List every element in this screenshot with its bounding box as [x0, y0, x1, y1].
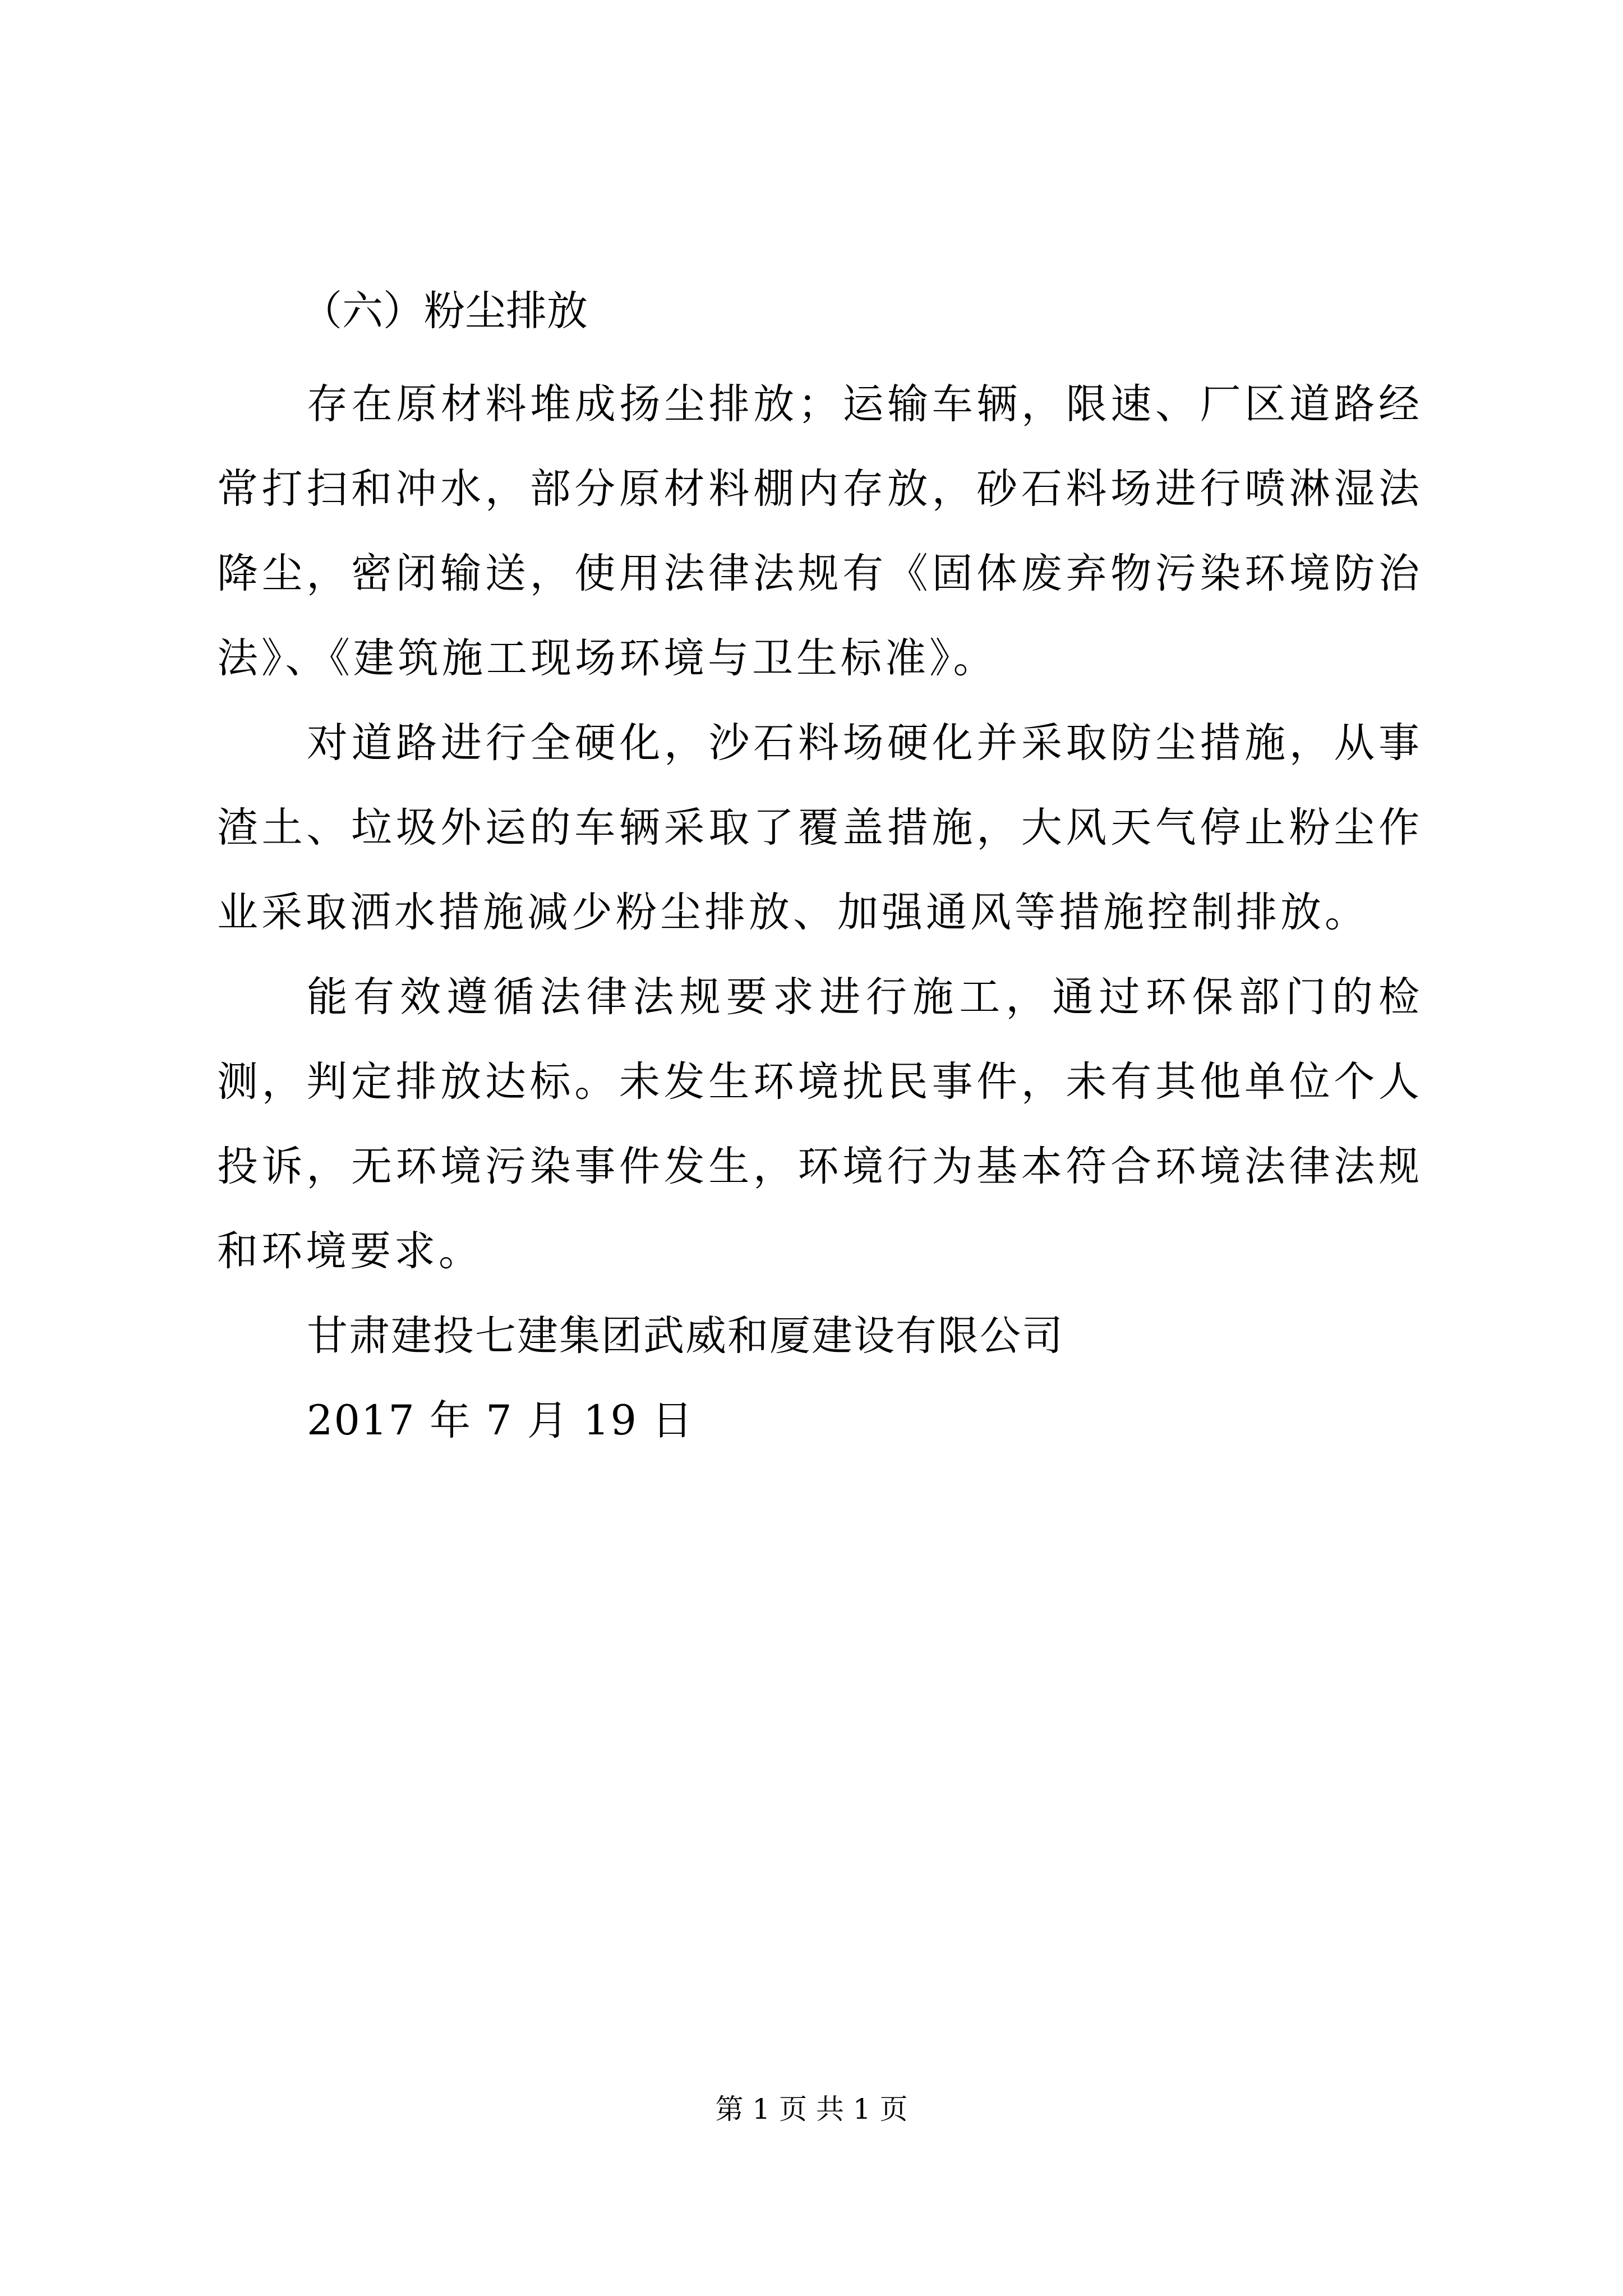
section-heading: （六）粉尘排放 [301, 287, 588, 335]
company-signature: 甘肃建投七建集团武威和厦建设有限公司 [307, 1312, 1064, 1360]
page-footer: 第 1 页 共 1 页 [715, 2093, 908, 2125]
paragraph-compliance: 能有效遵循法律法规要求进行施工，通过环保部门的检测，判定排放达标。未发生环境扰民事件，未有其他单位个人投诉，无环境污染事件发生，环境行为基本符合环境法律法规和环境要求。 [217, 973, 1423, 1275]
document-body [217, 283, 1423, 1463]
paragraph-dust-measures: 对道路进行全硬化，沙石料场硬化并采取防尘措施，从事渣土、垃圾外运的车辆采取了覆盖措施，大风天气停止粉尘作业采取洒水措施减少粉尘排放、加强通风等措施控制排放。 [217, 719, 1423, 936]
document-date: 2017 年 7 月 19 日 [307, 1397, 694, 1444]
paragraph-dust-sources: 存在原材料堆成扬尘排放；运输车辆，限速、厂区道路经常打扫和冲水，部分原材料棚内存放，砂石料场进行喷淋湿法降尘，密闭输送，使用法律法规有《固体废弃物污染环境防治法》、《建筑施工现场环境与卫生标准》。 [217, 380, 1423, 682]
